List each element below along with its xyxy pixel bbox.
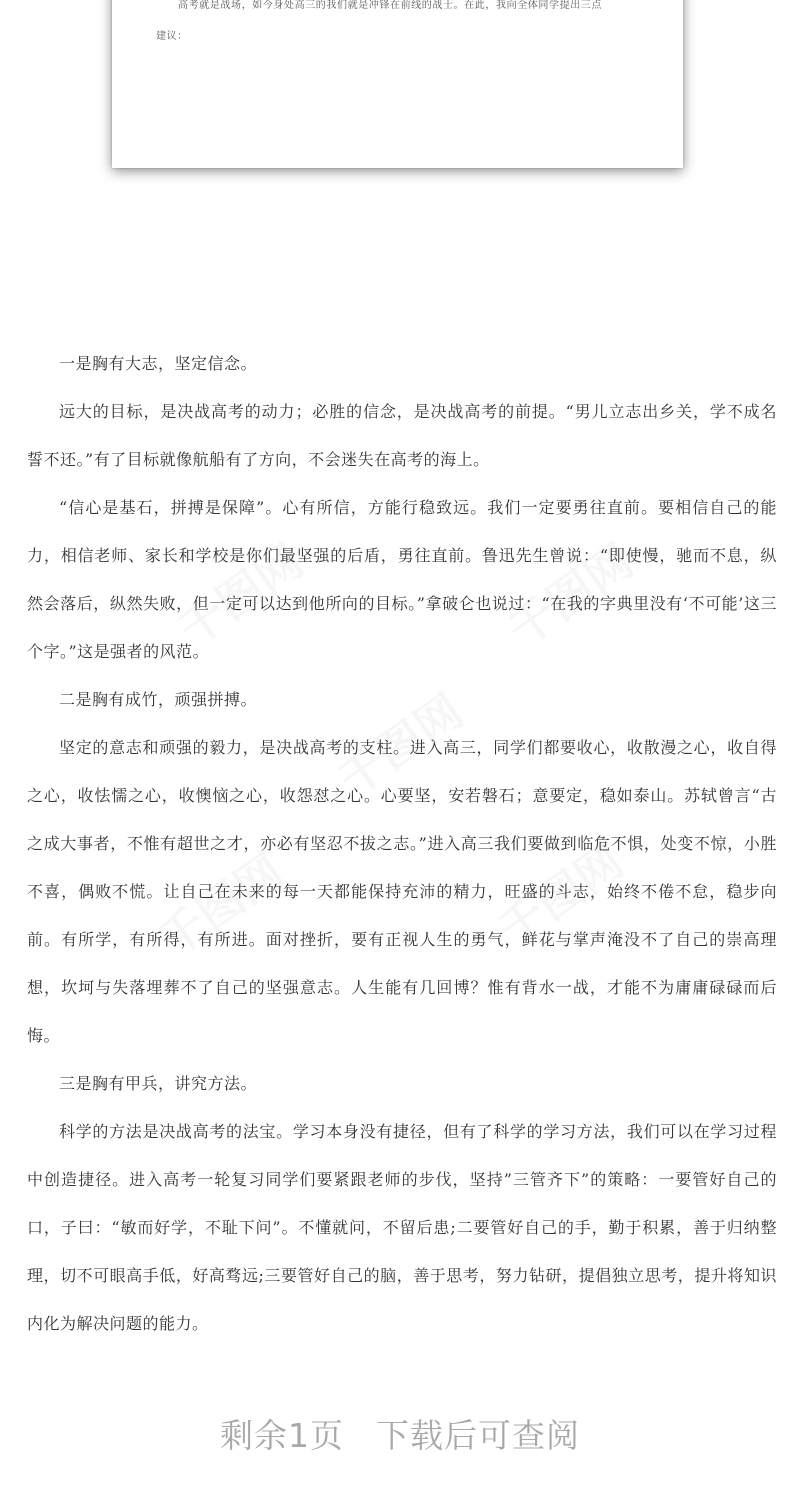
download-to-view-button[interactable] xyxy=(0,1410,800,1457)
document-preview-card xyxy=(112,0,683,168)
preview-text-line: 建议： xyxy=(156,31,188,42)
body-paragraph: “信心是基石，拼搏是保障”。心有所信，方能行稳致远。我们一定要勇往直前。要相信自己的能力，相信老师、家长和学校是你们最坚强的后盾，勇往直前。鲁迅先生曾说：“即使慢，驰而不息，纵然会落后，纵然失败，但一定可以达到他所向的目标。”拿破仑也说过：“在我的字典里没有‘不可能’这三个字。”这是强者的风范。 xyxy=(27,498,777,661)
remaining-pages-label: 剩余1页 xyxy=(220,1416,344,1455)
document-body xyxy=(27,340,777,1348)
section-heading: 一是胸有大志，坚定信念。 xyxy=(59,354,258,373)
download-prompt-label: 下载后可查阅 xyxy=(376,1416,580,1455)
section-heading: 三是胸有甲兵，讲究方法。 xyxy=(59,1074,258,1093)
section-heading: 二是胸有成竹，顽强拼搏。 xyxy=(59,690,258,709)
body-paragraph: 坚定的意志和顽强的毅力，是决战高考的支柱。进入高三，同学们都要收心，收散漫之心，收自得之心，收怯懦之心，收懊恼之心，收怨怼之心。心要坚，安若磐石；意要定，稳如泰山。苏轼曾言“古之成大事者，不惟有超世之才，亦必有坚忍不拔之志。”进入高三我们要做到临危不惧，处变不惊，小胜不喜，偶败不慌。让自己在未来的每一天都能保持充沛的精力，旺盛的斗志，始终不倦不怠，稳步向前。有所学，有所得，有所进。面对挫折，要有正视人生的勇气，鲜花与掌声淹没不了自己的崇高理想，坎坷与失落埋葬不了自己的坚强意志。人生能有几回博？惟有背水一战，才能不为庸庸碌碌而后悔。 xyxy=(27,738,777,1045)
preview-text-line: 高考就是战场，如今身处高三的我们就是冲锋在前线的战士。在此，我向全体同学提出三点 xyxy=(178,0,602,11)
body-paragraph: 科学的方法是决战高考的法宝。学习本身没有捷径，但有了科学的学习方法，我们可以在学习过程中创造捷径。进入高考一轮复习同学们要紧跟老师的步伐，坚持”三管齐下”的策略：一要管好自己的口，子曰：“敏而好学，不耻下问”。不懂就问，不留后患;二要管好自己的手，勤于积累，善于归纳整理，切不可眼高手低，好高骛远;三要管好自己的脑，善于思考，努力钻研，提倡独立思考，提升将知识内化为解决问题的能力。 xyxy=(27,1122,777,1333)
body-paragraph: 远大的目标，是决战高考的动力；必胜的信念，是决战高考的前提。“男儿立志出乡关，学不成名誓不还。”有了目标就像航船有了方向，不会迷失在高考的海上。 xyxy=(27,402,777,469)
